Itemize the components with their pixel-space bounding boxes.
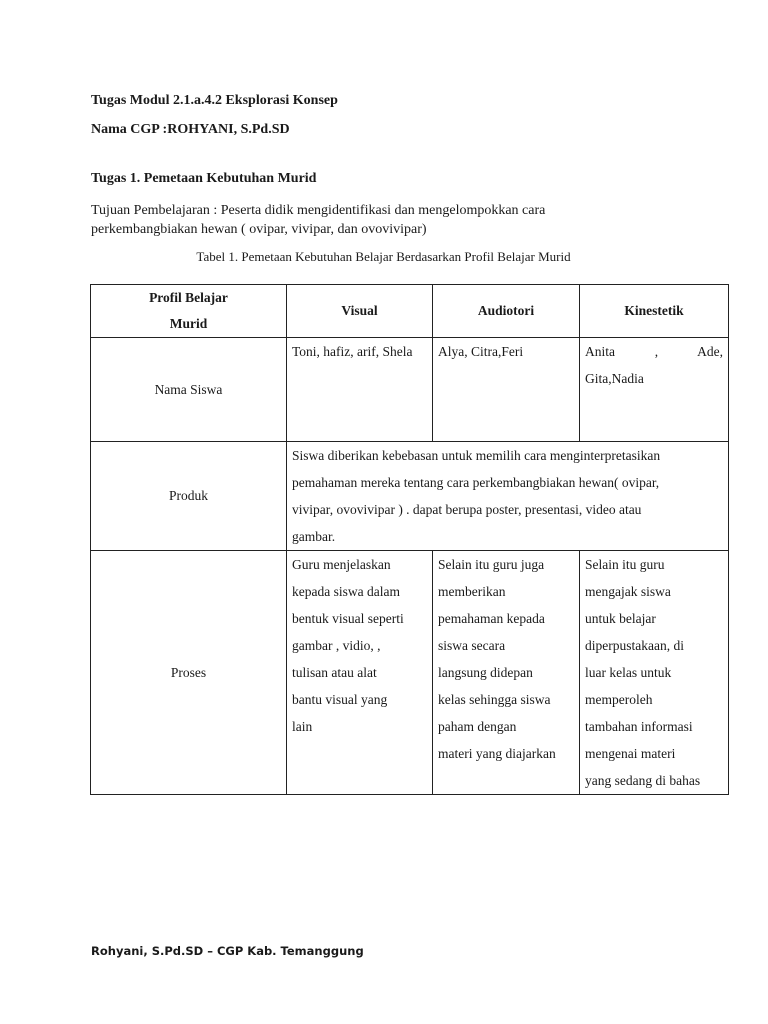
document-title: Tugas Modul 2.1.a.4.2 Eksplorasi Konsep [91, 93, 338, 108]
process-visual-line: kepada siswa dalam [292, 584, 400, 599]
process-audio-line: materi yang diajarkan [438, 746, 556, 761]
header-kinesthetic: Kinestetik [580, 285, 729, 338]
process-audio [433, 551, 580, 795]
table-row-process [91, 551, 729, 795]
process-kinesthetic-line: diperpustakaan, di [585, 638, 684, 653]
header-visual: Visual [287, 285, 433, 338]
learning-goal [91, 201, 611, 239]
process-visual-line: lain [292, 719, 313, 734]
process-visual [287, 551, 433, 795]
process-kinesthetic-line: untuk belajar [585, 611, 656, 626]
process-kinesthetic-line: mengajak siswa [585, 584, 671, 599]
names-kinesthetic [580, 338, 729, 442]
row-label-process: Proses [91, 551, 287, 795]
product-line-4: gambar. [292, 529, 336, 544]
page-footer: Rohyani, S.Pd.SD – CGP Kab. Temanggung [91, 944, 364, 958]
header-profile-line-2: Murid [169, 316, 208, 331]
table-caption: Tabel 1. Pemetaan Kebutuhan Belajar Berdasarkan Profil Belajar Murid [196, 249, 571, 264]
process-visual-line: bentuk visual seperti [292, 611, 404, 626]
product-line-1: Siswa diberikan kebebasan untuk memilih cara menginterpretasikan [292, 448, 661, 463]
table-row-names [91, 338, 729, 442]
task-title: Tugas 1. Pemetaan Kebutuhan Murid [91, 171, 317, 186]
process-audio-line: memberikan [438, 584, 506, 599]
process-audio-line: kelas sehingga siswa [438, 692, 551, 707]
product-description [287, 442, 729, 551]
names-visual: Toni, hafiz, arif, Shela [287, 338, 433, 442]
process-kinesthetic-line: tambahan informasi [585, 719, 693, 734]
process-audio-line: siswa secara [438, 638, 506, 653]
process-visual-line: Guru menjelaskan [292, 557, 391, 572]
author-line: Nama CGP :ROHYANI, S.Pd.SD [91, 122, 290, 137]
header-profile-line-1: Profil Belajar [149, 290, 228, 305]
process-audio-line: Selain itu guru juga [438, 557, 545, 572]
process-kinesthetic-line: luar kelas untuk [585, 665, 672, 680]
process-visual-line: bantu visual yang [292, 692, 388, 707]
names-kinesthetic-line-1: Anita , Ade, [585, 344, 723, 359]
process-visual-line: gambar , vidio, , [292, 638, 381, 653]
product-line-3: vivipar, ovovivipar ) . dapat berupa poster, presentasi, video atau [292, 502, 642, 517]
process-kinesthetic-line: mengenai materi [585, 746, 676, 761]
names-kinesthetic-line-2: Gita,Nadia [585, 371, 644, 386]
header-audio: Audiotori [433, 285, 580, 338]
process-audio-line: pemahaman kepada [438, 611, 545, 626]
names-audio: Alya, Citra,Feri [433, 338, 580, 442]
table-row-product [91, 442, 729, 551]
row-label-product: Produk [91, 442, 287, 551]
process-visual-line: tulisan atau alat [292, 665, 377, 680]
process-kinesthetic-line: memperoleh [585, 692, 653, 707]
process-kinesthetic-line: yang sedang di bahas [585, 773, 701, 788]
process-audio-line: paham dengan [438, 719, 517, 734]
product-line-2: pemahaman mereka tentang cara perkembangbiakan hewan( ovipar, [292, 475, 660, 490]
table-header-row [91, 285, 729, 338]
process-audio-line: langsung didepan [438, 665, 533, 680]
header-profile [91, 285, 287, 338]
process-kinesthetic-line: Selain itu guru [585, 557, 665, 572]
learning-goal-line-2: perkembangbiakan hewan ( ovipar, vivipar, dan ovovivipar) [91, 222, 427, 237]
row-label-names: Nama Siswa [91, 338, 287, 442]
process-kinesthetic [580, 551, 729, 795]
learning-needs-table [90, 284, 729, 795]
learning-goal-line-1: Tujuan Pembelajaran : Peserta didik mengidentifikasi dan mengelompokkan cara [91, 203, 546, 218]
